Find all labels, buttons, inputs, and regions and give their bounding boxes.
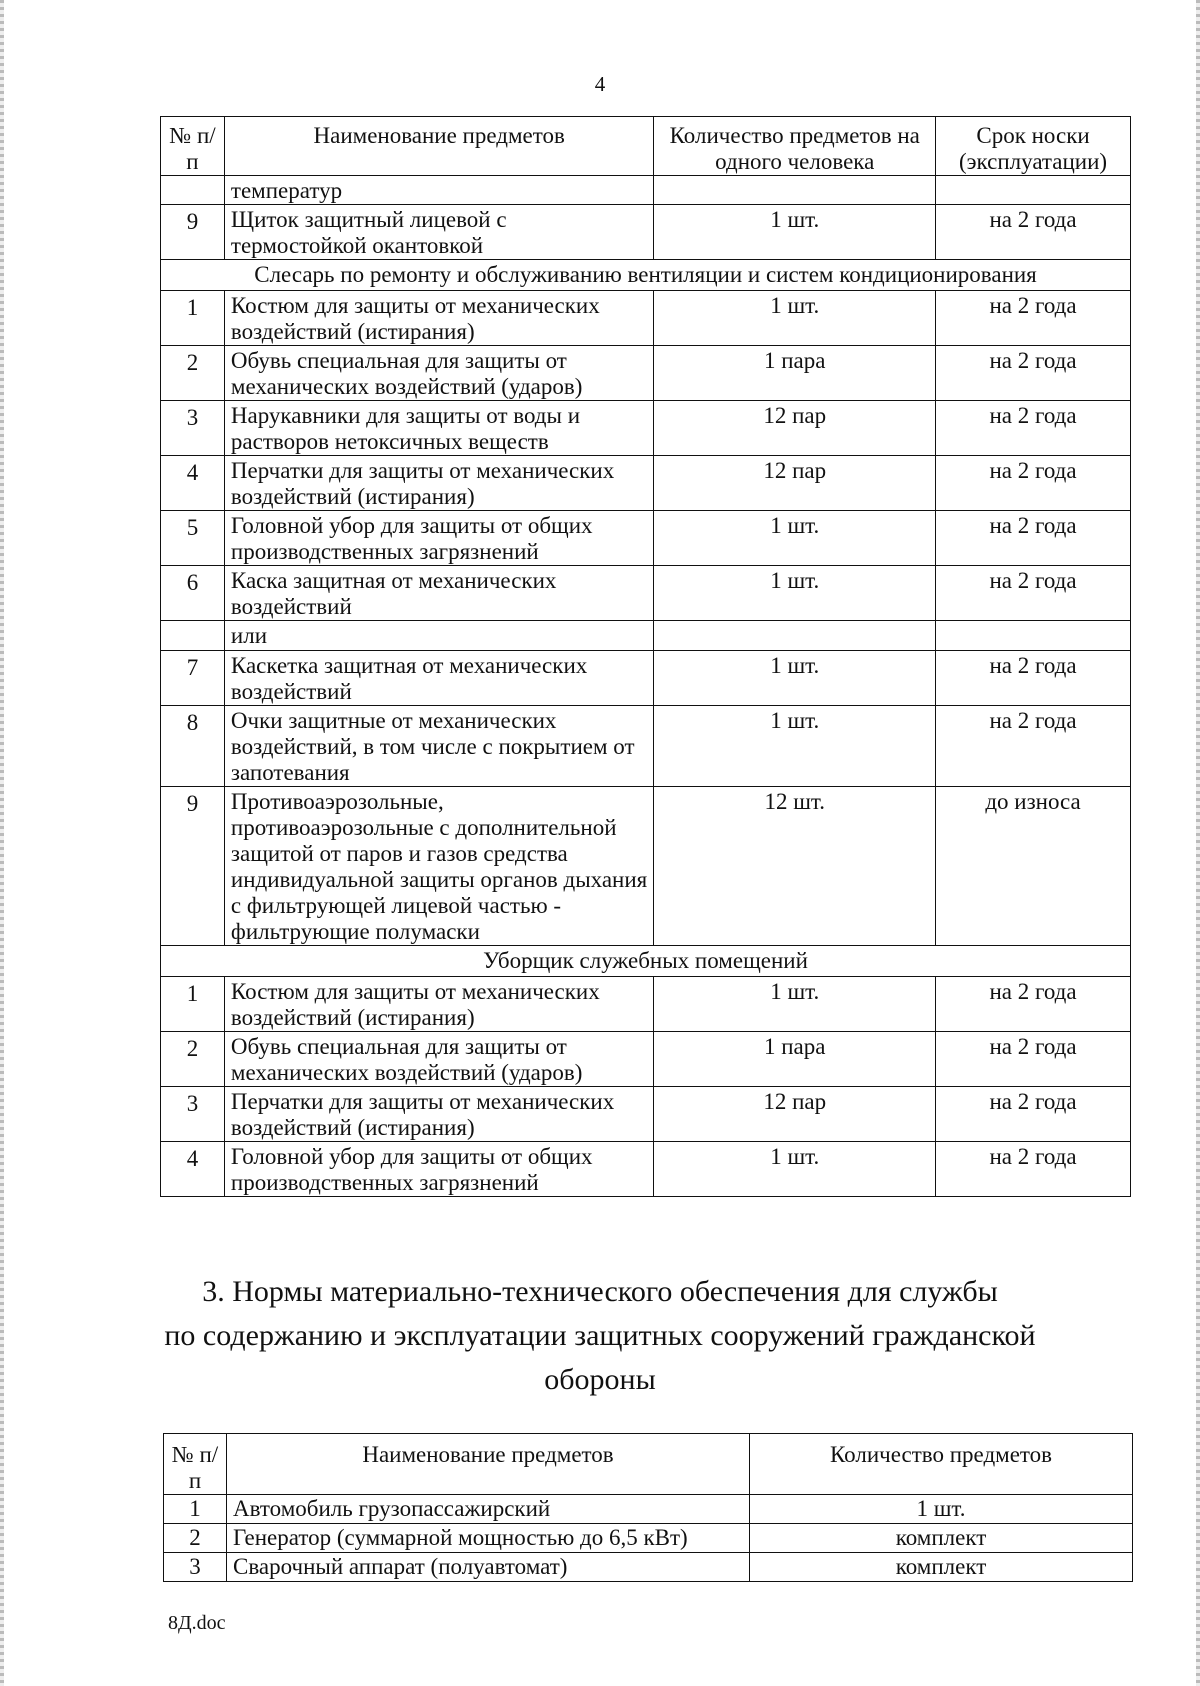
item-quantity xyxy=(654,176,936,205)
item-term: на 2 года xyxy=(936,456,1131,511)
row-number: 9 xyxy=(161,205,225,260)
table-row xyxy=(161,291,1131,346)
item-name: Костюм для защиты от механических воздействий (истирания) xyxy=(224,977,654,1032)
section-row xyxy=(161,260,1131,291)
item-name: Костюм для защиты от механических воздействий (истирания) xyxy=(224,291,654,346)
row-number: 1 xyxy=(164,1495,227,1524)
item-quantity: 1 шт. xyxy=(654,977,936,1032)
item-term: на 2 года xyxy=(936,346,1131,401)
item-quantity: 1 шт. xyxy=(654,205,936,260)
item-term xyxy=(936,176,1131,205)
item-name: Нарукавники для защиты от воды и растворов нетоксичных веществ xyxy=(224,401,654,456)
section-heading-line-2: по содержанию и эксплуатации защитных сооружений гражданской xyxy=(164,1319,1036,1352)
item-term: на 2 года xyxy=(936,706,1131,787)
material-norms-table xyxy=(163,1433,1133,1582)
section-heading xyxy=(150,1270,1050,1402)
row-number: 1 xyxy=(161,291,225,346)
row-number: 9 xyxy=(161,787,225,946)
row-number: 5 xyxy=(161,511,225,566)
row-number: 2 xyxy=(161,346,225,401)
item-name: температур xyxy=(224,176,654,205)
ppe-norms-body xyxy=(161,176,1131,1197)
item-term: на 2 года xyxy=(936,977,1131,1032)
item-term: на 2 года xyxy=(936,1142,1131,1197)
row-number: 3 xyxy=(161,1087,225,1142)
row-number: 2 xyxy=(161,1032,225,1087)
item-quantity: 1 шт. xyxy=(654,511,936,566)
item-term: на 2 года xyxy=(936,1032,1131,1087)
scan-edge-left xyxy=(0,0,4,1686)
item-name: Перчатки для защиты от механических воздействий (истирания) xyxy=(224,456,654,511)
table-row xyxy=(161,621,1131,651)
item-name: Противоаэрозольные, противоаэрозольные с дополнительной защитой от паров и газов средства индивидуальной защиты органов дыхания с фильтрующей лицевой частью - фильтрующие полумаски xyxy=(224,787,654,946)
item-quantity: 1 шт. xyxy=(654,566,936,621)
section-title: Уборщик служебных помещений xyxy=(161,946,1131,977)
table-row xyxy=(164,1495,1133,1524)
item-quantity: 12 пар xyxy=(654,456,936,511)
table-row xyxy=(161,511,1131,566)
ppe-norms-table xyxy=(160,116,1131,1197)
item-name: Каска защитная от механических воздействий xyxy=(224,566,654,621)
item-name: Генератор (суммарной мощностью до 6,5 кВт) xyxy=(227,1524,750,1553)
table-row xyxy=(161,787,1131,946)
item-term: до износа xyxy=(936,787,1131,946)
col-header-term: Срок носки (эксплуатации) xyxy=(936,117,1131,176)
item-term xyxy=(936,621,1131,651)
table-row xyxy=(161,651,1131,706)
item-quantity: комплект xyxy=(750,1553,1133,1582)
item-quantity: 1 пара xyxy=(654,346,936,401)
item-quantity: 12 пар xyxy=(654,1087,936,1142)
col-header-number: № п/п xyxy=(161,117,225,176)
row-number: 6 xyxy=(161,566,225,621)
item-quantity: комплект xyxy=(750,1524,1133,1553)
item-name: Каскетка защитная от механических воздействий xyxy=(224,651,654,706)
item-term: на 2 года xyxy=(936,566,1131,621)
table-row xyxy=(161,346,1131,401)
item-name: Головной убор для защиты от общих производственных загрязнений xyxy=(224,1142,654,1197)
page-number: 4 xyxy=(594,72,606,96)
item-quantity xyxy=(654,621,936,651)
table-row xyxy=(161,1142,1131,1197)
table-row xyxy=(161,401,1131,456)
table-row xyxy=(161,1032,1131,1087)
table-row xyxy=(161,706,1131,787)
table-row xyxy=(161,456,1131,511)
table-header-row xyxy=(164,1434,1133,1495)
item-name: Головной убор для защиты от общих производственных загрязнений xyxy=(224,511,654,566)
item-name: Обувь специальная для защиты от механических воздействий (ударов) xyxy=(224,1032,654,1087)
item-name: Автомобиль грузопассажирский xyxy=(227,1495,750,1524)
row-number: 3 xyxy=(161,401,225,456)
row-number: 1 xyxy=(161,977,225,1032)
col-header-quantity: Количество предметов xyxy=(750,1434,1133,1495)
table-row xyxy=(161,1087,1131,1142)
item-name: Очки защитные от механических воздействий, в том числе с покрытием от запотевания xyxy=(224,706,654,787)
row-number: 3 xyxy=(164,1553,227,1582)
col-header-quantity: Количество предметов на одного человека xyxy=(654,117,936,176)
col-header-name: Наименование предметов xyxy=(224,117,654,176)
item-quantity: 12 шт. xyxy=(654,787,936,946)
material-norms-body xyxy=(164,1495,1133,1582)
row-number: 4 xyxy=(161,1142,225,1197)
row-number xyxy=(161,621,225,651)
table-row xyxy=(164,1553,1133,1582)
section-title: Слесарь по ремонту и обслуживанию вентиляции и систем кондиционирования xyxy=(161,260,1131,291)
file-name-footer: 8Д.doc xyxy=(168,1612,226,1634)
item-quantity: 12 пар xyxy=(654,401,936,456)
item-term: на 2 года xyxy=(936,291,1131,346)
table-row xyxy=(161,566,1131,621)
section-heading-line-1: 3. Нормы материально-технического обеспечения для службы xyxy=(202,1275,998,1308)
item-term: на 2 года xyxy=(936,401,1131,456)
item-name: Перчатки для защиты от механических воздействий (истирания) xyxy=(224,1087,654,1142)
item-quantity: 1 пара xyxy=(654,1032,936,1087)
item-quantity: 1 шт. xyxy=(654,651,936,706)
item-term: на 2 года xyxy=(936,205,1131,260)
row-number: 7 xyxy=(161,651,225,706)
section-row xyxy=(161,946,1131,977)
item-term: на 2 года xyxy=(936,1087,1131,1142)
scan-edge-right xyxy=(1196,0,1200,1686)
row-number: 8 xyxy=(161,706,225,787)
item-name: Сварочный аппарат (полуавтомат) xyxy=(227,1553,750,1582)
item-quantity: 1 шт. xyxy=(654,291,936,346)
item-name: или xyxy=(224,621,654,651)
item-name: Щиток защитный лицевой с термостойкой окантовкой xyxy=(224,205,654,260)
row-number xyxy=(161,176,225,205)
item-quantity: 1 шт. xyxy=(750,1495,1133,1524)
table-row xyxy=(161,977,1131,1032)
table-row xyxy=(161,176,1131,205)
item-term: на 2 года xyxy=(936,651,1131,706)
col-header-number: № п/п xyxy=(164,1434,227,1495)
item-term: на 2 года xyxy=(936,511,1131,566)
item-quantity: 1 шт. xyxy=(654,1142,936,1197)
item-name: Обувь специальная для защиты от механических воздействий (ударов) xyxy=(224,346,654,401)
table-header-row xyxy=(161,117,1131,176)
row-number: 4 xyxy=(161,456,225,511)
item-quantity: 1 шт. xyxy=(654,706,936,787)
section-heading-line-3: обороны xyxy=(544,1363,656,1396)
table-row xyxy=(161,205,1131,260)
row-number: 2 xyxy=(164,1524,227,1553)
table-row xyxy=(164,1524,1133,1553)
col-header-name: Наименование предметов xyxy=(227,1434,750,1495)
